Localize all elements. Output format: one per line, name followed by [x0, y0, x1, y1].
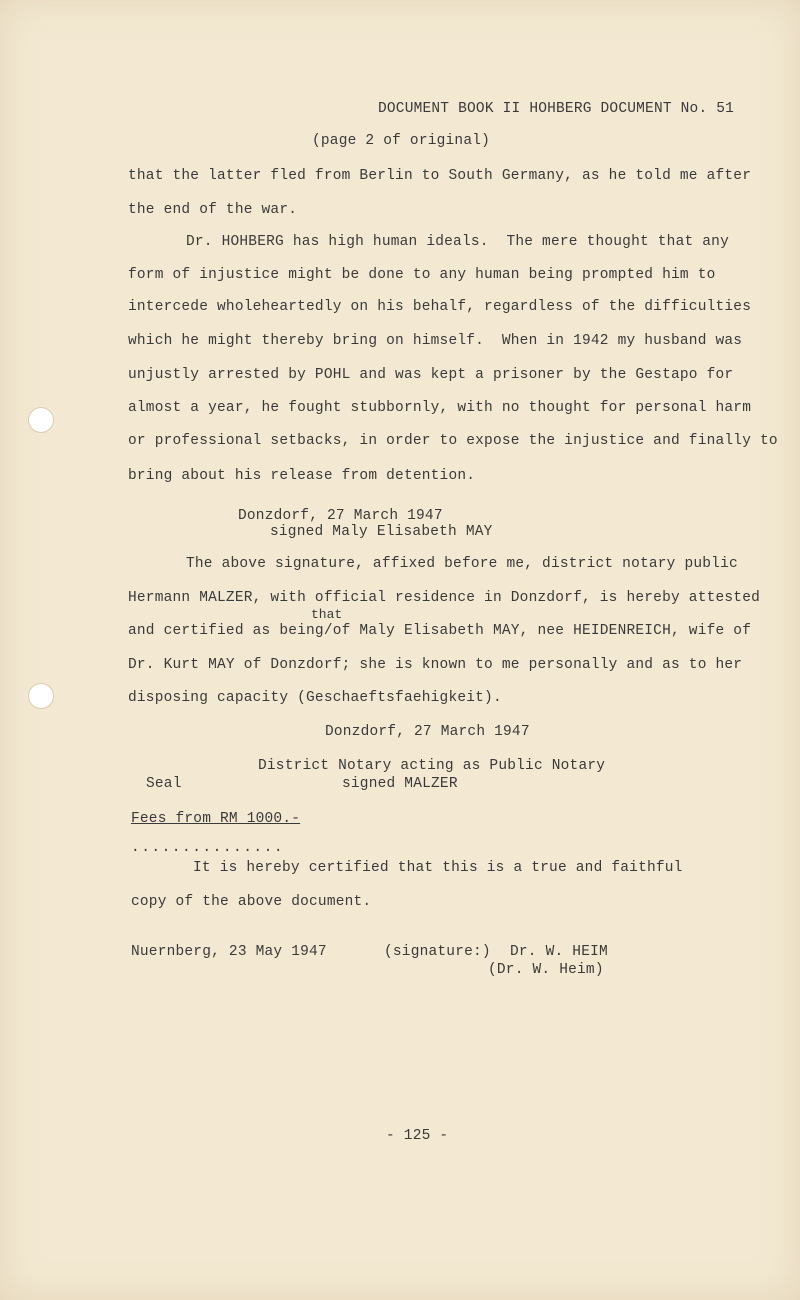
certification-line-1: It is hereby certified that this is a true and faithful	[193, 860, 683, 876]
notary-line-2: Hermann MALZER, with official residence in Donzdorf, is hereby attested	[128, 590, 761, 606]
paragraph-2-line-8: bring about his release from detention.	[128, 468, 476, 484]
document-book-header: DOCUMENT BOOK II HOHBERG DOCUMENT No. 51	[378, 101, 735, 117]
fees-line: Fees from RM 1000.-	[131, 811, 301, 827]
paragraph-2-line-2: form of injustice might be done to any human being prompted him to	[128, 267, 716, 283]
certification-line-2: copy of the above document.	[131, 894, 372, 910]
notary-line-1: The above signature, affixed before me, district notary public	[186, 556, 738, 572]
paragraph-1-line-1: that the latter fled from Berlin to South Germany, as he told me after	[128, 168, 752, 184]
notary-line-3: and certified as being/of Maly Elisabeth MAY, nee HEIDENREICH, wife of	[128, 623, 752, 639]
certification-signature-name: Dr. W. HEIM	[510, 944, 608, 960]
page-note: (page 2 of original)	[312, 133, 491, 149]
paragraph-2-line-3: intercede wholeheartedly on his behalf, regardless of the difficulties	[128, 299, 752, 315]
notary-line-4: Dr. Kurt MAY of Donzdorf; she is known to me personally and as to her	[128, 657, 743, 673]
paragraph-2-line-7: or professional setbacks, in order to expose the injustice and finally to	[128, 433, 778, 449]
certification-place-date: Nuernberg, 23 May 1947	[131, 944, 327, 960]
notary-place-date: Donzdorf, 27 March 1947	[325, 724, 530, 740]
notary-line-5: disposing capacity (Geschaeftsfaehigkeit).	[128, 690, 502, 706]
paragraph-1-line-2: the end of the war.	[128, 202, 298, 218]
notary-title: District Notary acting as Public Notary	[258, 758, 606, 774]
punch-hole-bottom	[28, 683, 54, 709]
signature-place-date: Donzdorf, 27 March 1947	[238, 508, 443, 524]
notary-insert-word: that	[311, 607, 343, 622]
certification-signature-label: (signature:)	[384, 944, 491, 960]
paragraph-2-line-6: almost a year, he fought stubbornly, with no thought for personal harm	[128, 400, 752, 416]
paragraph-2-line-5: unjustly arrested by POHL and was kept a prisoner by the Gestapo for	[128, 367, 734, 383]
page-number: - 125 -	[386, 1128, 449, 1144]
seal-label: Seal	[146, 776, 182, 792]
paragraph-2-line-4: which he might thereby bring on himself. When in 1942 my husband was	[128, 333, 743, 349]
punch-hole-top	[28, 407, 54, 433]
paragraph-2-line-1: Dr. HOHBERG has high human ideals. The mere thought that any	[186, 234, 729, 250]
notary-signed: signed MALZER	[342, 776, 458, 792]
signature-signed: signed Maly Elisabeth MAY	[270, 524, 493, 540]
certification-signature-printed: (Dr. W. Heim)	[488, 962, 604, 978]
dotted-separator: ...............	[131, 840, 285, 856]
